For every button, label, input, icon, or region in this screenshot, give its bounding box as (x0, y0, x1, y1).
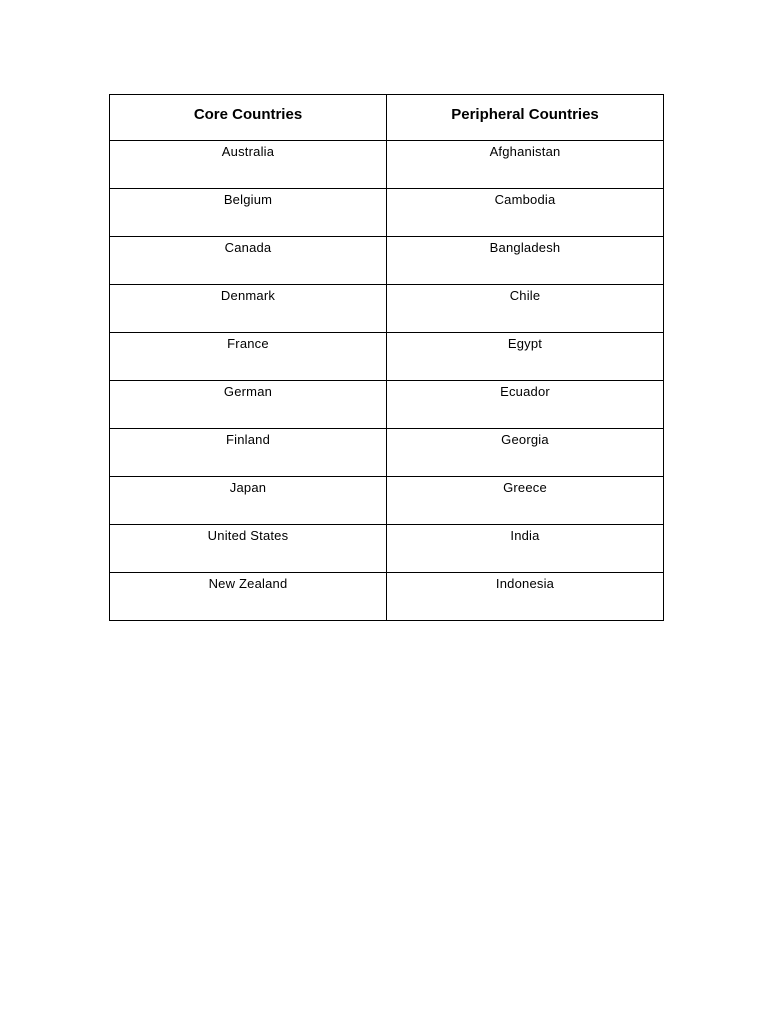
core-country-cell: Denmark (110, 285, 387, 333)
peripheral-country-cell: Chile (387, 285, 664, 333)
table-row (110, 381, 664, 429)
core-country-cell: New Zealand (110, 573, 387, 621)
header-peripheral-countries: Peripheral Countries (387, 95, 664, 141)
peripheral-country-cell: Greece (387, 477, 664, 525)
header-core-countries: Core Countries (110, 95, 387, 141)
core-country-cell: German (110, 381, 387, 429)
core-country-cell: Japan (110, 477, 387, 525)
peripheral-country-cell: Cambodia (387, 189, 664, 237)
peripheral-country-cell: Egypt (387, 333, 664, 381)
table-row (110, 333, 664, 381)
core-country-cell: Belgium (110, 189, 387, 237)
table-row (110, 477, 664, 525)
table-row (110, 189, 664, 237)
core-country-cell: United States (110, 525, 387, 573)
core-country-cell: Australia (110, 141, 387, 189)
core-country-cell: Finland (110, 429, 387, 477)
peripheral-country-cell: India (387, 525, 664, 573)
core-country-cell: France (110, 333, 387, 381)
peripheral-country-cell: Ecuador (387, 381, 664, 429)
table-row (110, 237, 664, 285)
countries-table (109, 94, 664, 621)
table-header-row (110, 95, 664, 141)
peripheral-country-cell: Afghanistan (387, 141, 664, 189)
table-row (110, 525, 664, 573)
peripheral-country-cell: Georgia (387, 429, 664, 477)
peripheral-country-cell: Indonesia (387, 573, 664, 621)
table-row (110, 285, 664, 333)
core-country-cell: Canada (110, 237, 387, 285)
peripheral-country-cell: Bangladesh (387, 237, 664, 285)
table-row (110, 573, 664, 621)
table-row (110, 141, 664, 189)
table-row (110, 429, 664, 477)
